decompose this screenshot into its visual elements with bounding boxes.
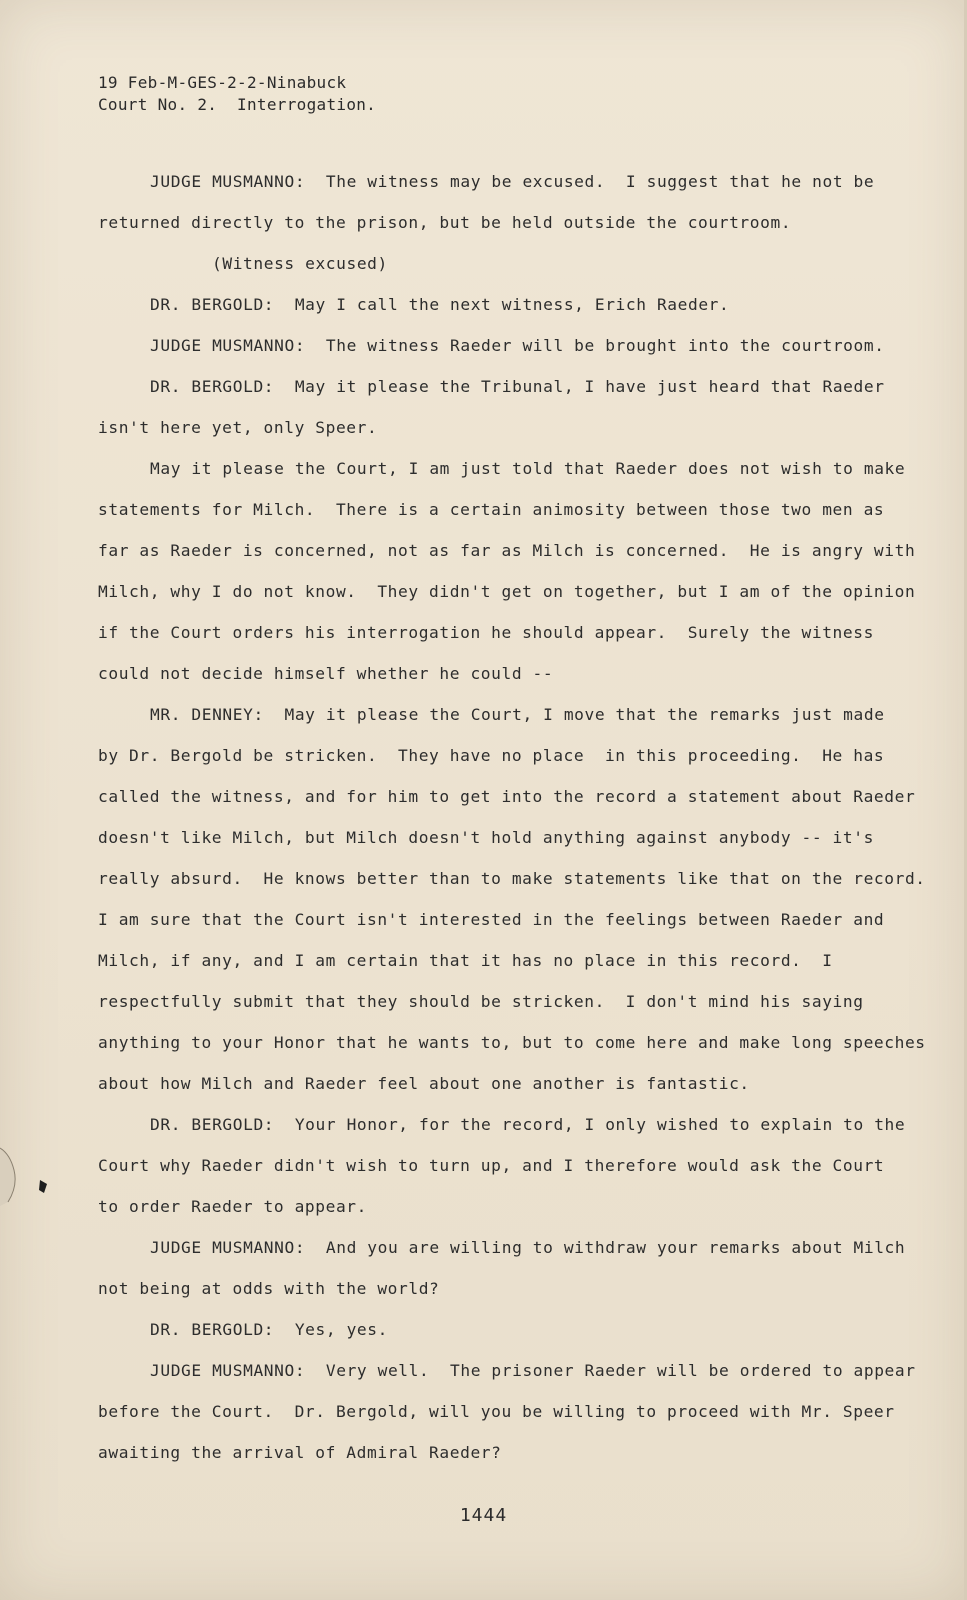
transcript-line: JUDGE MUSMANNO: And you are willing to withdraw your remarks about Milch [150,1238,906,1257]
transcript-line: returned directly to the prison, but be held outside the courtroom. [98,213,792,232]
transcript-line: JUDGE MUSMANNO: Very well. The prisoner Raeder will be ordered to appear [150,1361,916,1380]
transcript-line: MR. DENNEY: May it please the Court, I move that the remarks just made [150,705,885,724]
paper-tear-mark [0,1140,26,1210]
transcript-line: respectfully submit that they should be stricken. I don't mind his saying [98,992,864,1011]
transcript-line: DR. BERGOLD: May I call the next witness, Erich Raeder. [150,295,730,314]
transcript-line: statements for Milch. There is a certain animosity between those two men as [98,500,885,519]
transcript-line: really absurd. He knows better than to make statements like that on the record. [98,869,926,888]
transcript-line: DR. BERGOLD: May it please the Tribunal, I have just heard that Raeder [150,377,885,396]
transcript-line: Court why Raeder didn't wish to turn up, and I therefore would ask the Court [98,1156,885,1175]
transcript-line: DR. BERGOLD: Yes, yes. [150,1320,388,1339]
ink-mark [38,1178,48,1194]
transcript-line: isn't here yet, only Speer. [98,418,378,437]
header-line-court: Court No. 2. Interrogation. [98,95,377,114]
transcript-line: by Dr. Bergold be stricken. They have no place in this proceeding. He has [98,746,885,765]
transcript-line: Milch, if any, and I am certain that it has no place in this record. I [98,951,833,970]
page-number: 1444 [459,1505,508,1526]
transcript-line: awaiting the arrival of Admiral Raeder? [98,1443,502,1462]
transcript-line: far as Raeder is concerned, not as far as Milch is concerned. He is angry with [98,541,916,560]
header-line-reference: 19 Feb-M-GES-2-2-Ninabuck [98,73,347,92]
transcript-line: JUDGE MUSMANNO: The witness may be excused. I suggest that he not be [150,172,875,191]
transcript-line: May it please the Court, I am just told that Raeder does not wish to make [150,459,906,478]
transcript-line: Milch, why I do not know. They didn't get on together, but I am of the opinion [98,582,916,601]
transcript-line: if the Court orders his interrogation he should appear. Surely the witness [98,623,874,642]
transcript-line: (Witness excused) [212,254,388,273]
transcript-line: DR. BERGOLD: Your Honor, for the record, I only wished to explain to the [150,1115,906,1134]
transcript-line: about how Milch and Raeder feel about one another is fantastic. [98,1074,750,1093]
page-header [98,72,376,116]
transcript-line: called the witness, and for him to get into the record a statement about Raeder [98,787,916,806]
transcript-line: anything to your Honor that he wants to, but to come here and make long speeches [98,1033,926,1052]
transcript-line: not being at odds with the world? [98,1279,440,1298]
transcript-line: doesn't like Milch, but Milch doesn't hold anything against anybody -- it's [98,828,874,847]
transcript-line: before the Court. Dr. Bergold, will you be willing to proceed with Mr. Speer [98,1402,895,1421]
transcript-line: could not decide himself whether he could -- [98,664,554,683]
transcript-line: to order Raeder to appear. [98,1197,367,1216]
transcript-line: JUDGE MUSMANNO: The witness Raeder will be brought into the courtroom. [150,336,885,355]
transcript-line: I am sure that the Court isn't interested in the feelings between Raeder and [98,910,885,929]
